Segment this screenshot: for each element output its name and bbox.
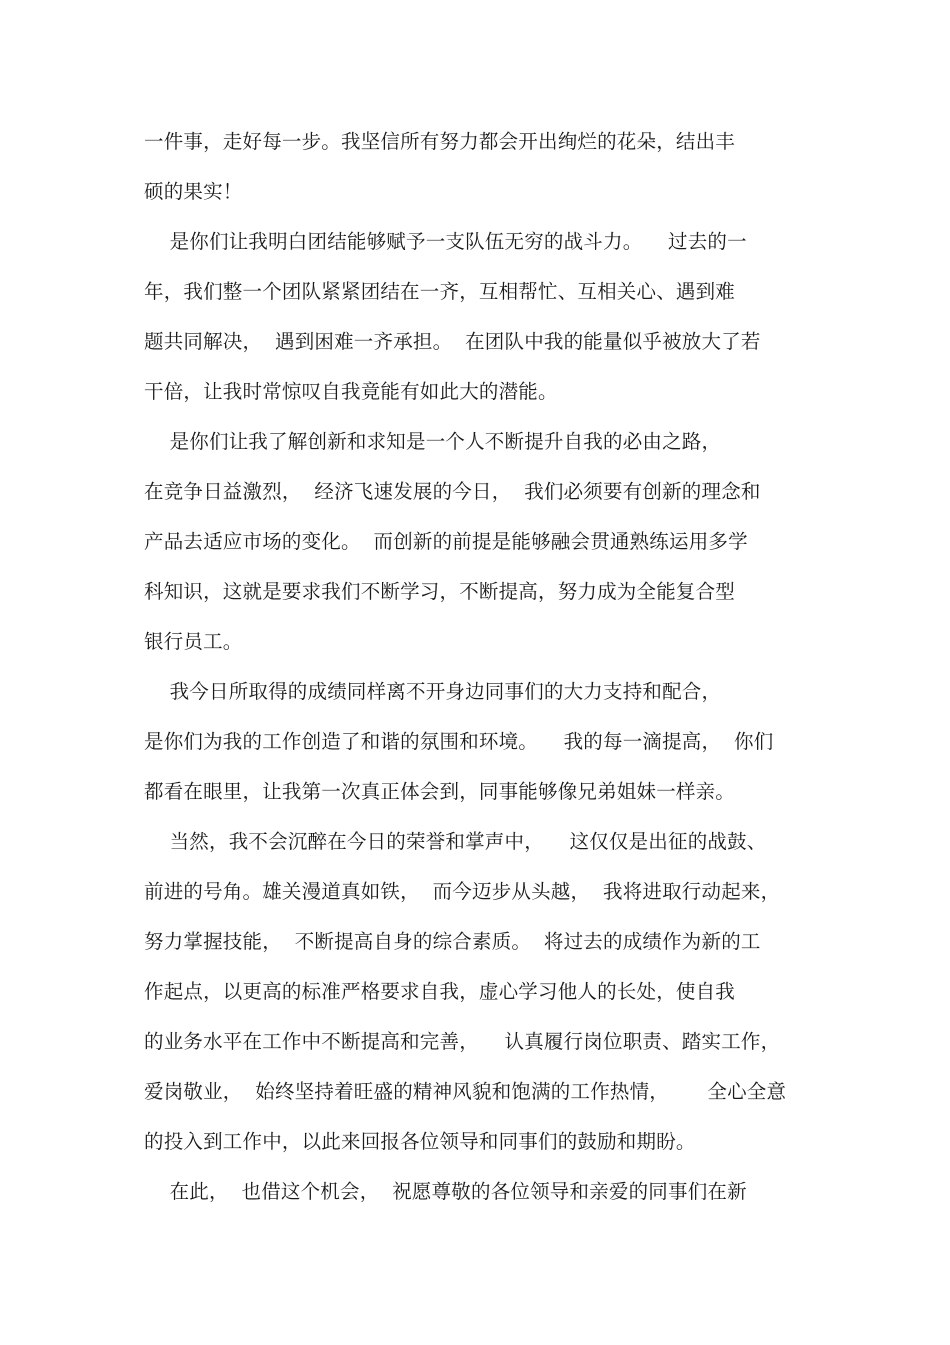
text-line-5: 题共同解决， 遇到困难一齐承担。 在团队中我的能量似乎被放大了若 [144,330,761,353]
text-line-19: 的业务水平在工作中不断提高和完善， 认真履行岗位职责、踏实工作， [144,1030,781,1053]
text-line-20: 爱岗敬业， 始终坚持着旺盛的精神风貌和饱满的工作热情， 全心全意 [144,1080,787,1103]
text-line-14: 都看在眼里，让我第一次真正体会到，同事能够像兄弟姐妹一样亲。 [144,780,736,803]
text-line-16: 前进的号角。雄关漫道真如铁， 而今迈步从头越， 我将进取行动起来， [144,880,781,903]
text-line-6: 干倍，让我时常惊叹自我竟能有如此大的潜能。 [144,380,558,403]
text-line-11: 银行员工。 [144,630,243,653]
text-line-1: 一件事，走好每一步。我坚信所有努力都会开出绚烂的花朵，结出丰 [144,130,736,153]
text-line-2: 硕的果实！ [144,180,243,203]
text-line-10: 科知识，这就是要求我们不断学习，不断提高，努力成为全能复合型 [144,580,736,603]
text-line-12: 我今日所取得的成绩同样离不开身边同事们的大力支持和配合， [144,680,722,703]
text-line-4: 年，我们整一个团队紧紧团结在一齐，互相帮忙、互相关心、遇到难 [144,280,736,303]
text-line-7: 是你们让我了解创新和求知是一个人不断提升自我的必由之路， [144,430,722,453]
text-line-22: 在此， 也借这个机会， 祝愿尊敬的各位领导和亲爱的同事们在新 [144,1180,747,1203]
text-line-21: 的投入到工作中，以此来回报各位领导和同事们的鼓励和期盼。 [144,1130,696,1153]
text-line-8: 在竞争日益激烈， 经济飞速发展的今日， 我们必须要有创新的理念和 [144,480,761,503]
text-line-17: 努力掌握技能， 不断提高自身的综合素质。 将过去的成绩作为新的工 [144,930,761,953]
text-line-18: 作起点，以更高的标准严格要求自我，虚心学习他人的长处，使自我 [144,980,736,1003]
text-line-3: 是你们让我明白团结能够赋予一支队伍无穷的战斗力。 过去的一 [144,230,747,253]
text-line-13: 是你们为我的工作创造了和谐的氛围和环境。 我的每一滴提高， 你们 [144,730,774,753]
text-line-9: 产品去适应市场的变化。 而创新的前提是能够融会贯通熟练运用多学 [144,530,748,553]
text-line-15: 当然，我不会沉醉在今日的荣誉和掌声中， 这仅仅是出征的战鼓、 [144,830,767,853]
